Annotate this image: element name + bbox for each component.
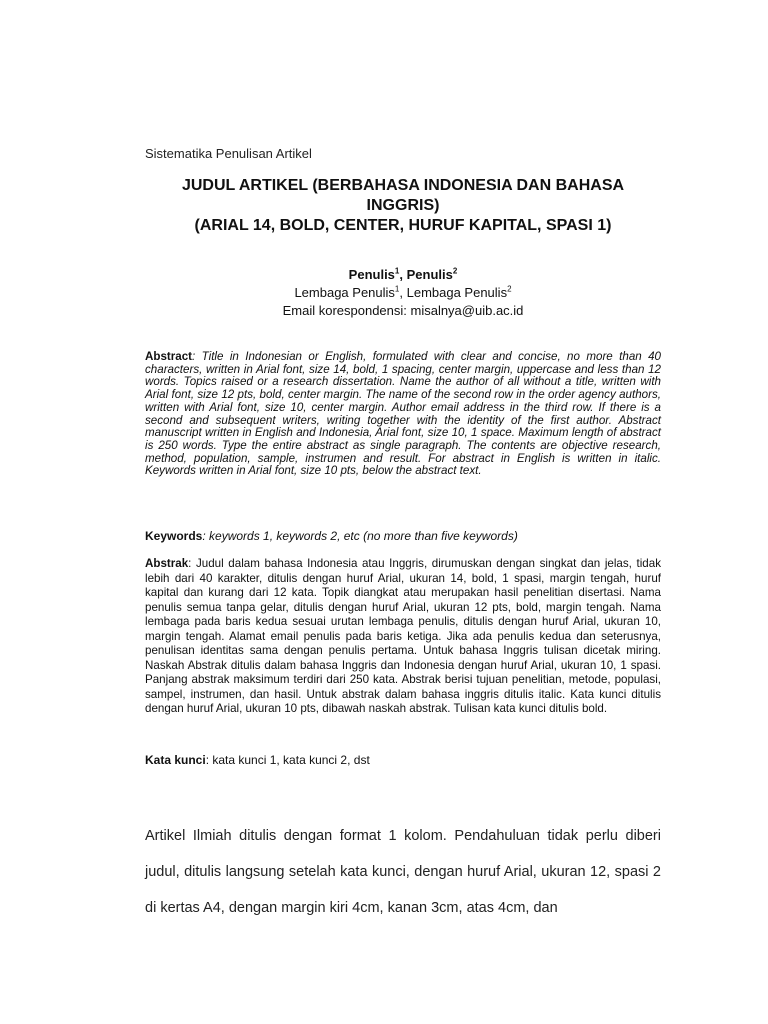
article-title bbox=[145, 176, 661, 236]
author-1: Penulis bbox=[348, 267, 395, 282]
title-line-1: JUDUL ARTIKEL (BERBAHASA INDONESIA DAN BAHASA bbox=[181, 177, 625, 194]
abstract-english-label: Abstract bbox=[145, 350, 193, 363]
institution-1: Lembaga Penulis bbox=[294, 285, 395, 300]
institution-separator: , bbox=[399, 285, 407, 300]
author-1-sup: 1 bbox=[394, 266, 400, 276]
title-line-2: INGGRIS) bbox=[366, 197, 440, 214]
abstract-english-text: : Title in Indonesian or English, formulated with clear and concise, no more than 40 characters, written in Arial font, size 14, bold, 1 spacing, center margin, uppercase and less than 12 words. Topics raised or a research dissertation. Name the author of all without a title, written with Arial font, size 12 pts, bold, center margin. The name of the second row in the order agency authors, written with Arial font, size 10, center margin. Author email address in the third row. If there is a second and subsequent writers, writing together with the identity of the first author. Abstract manuscript written in English and Indonesia, Arial font, size 10, 1 space. Maximum length of abstract is 250 words. Type the entire abstract as single paragraph. The contents are objective research, method, population, sample, instrumen and result. For abstract in English is written in italic. Keywords written in Arial font, size 10 pts, below the abstract text. bbox=[145, 350, 661, 478]
keywords-english bbox=[145, 529, 661, 543]
keywords-english-label: Keywords bbox=[145, 529, 203, 543]
keywords-indonesian bbox=[145, 753, 661, 767]
author-names bbox=[145, 266, 661, 284]
title-line-3: (ARIAL 14, BOLD, CENTER, HURUF KAPITAL, SPASI 1) bbox=[194, 217, 612, 234]
keywords-indonesian-label: Kata kunci bbox=[145, 753, 206, 767]
institutions bbox=[145, 284, 661, 302]
institution-1-sup: 1 bbox=[394, 284, 400, 294]
abstract-english bbox=[145, 351, 661, 478]
author-2-sup: 2 bbox=[452, 266, 458, 276]
author-2: Penulis bbox=[406, 267, 453, 282]
institution-2: Lembaga Penulis bbox=[406, 285, 508, 300]
body-paragraph: Artikel Ilmiah ditulis dengan format 1 kolom. Pendahuluan tidak perlu diberi judul, ditulis langsung setelah kata kunci, dengan huruf Arial, ukuran 12, spasi 2 di kertas A4, dengan margin kiri 4cm, kanan 3cm, atas 4cm, dan bbox=[145, 828, 661, 916]
keywords-indonesian-text: : kata kunci 1, kata kunci 2, dst bbox=[205, 753, 370, 767]
author-separator: , bbox=[399, 267, 407, 282]
document-header-label: Sistematika Penulisan Artikel bbox=[145, 146, 312, 161]
authors-block bbox=[145, 266, 661, 320]
correspondence-email: Email korespondensi: misalnya@uib.ac.id bbox=[282, 303, 524, 318]
keywords-english-text: : keywords 1, keywords 2, etc (no more than five keywords) bbox=[202, 529, 518, 543]
abstract-indonesian bbox=[145, 557, 661, 717]
abstract-indonesian-label: Abstrak bbox=[145, 557, 189, 570]
institution-2-sup: 2 bbox=[507, 284, 512, 294]
abstract-indonesian-text: : Judul dalam bahasa Indonesia atau Inggris, dirumuskan dengan singkat dan jelas, tidak lebih dari 40 karakter, ditulis dengan huruf Arial, ukuran 14, bold, 1 spasi, margin tengah, huruf kapital dan kurang dari 12 kata. Topik diangkat atau merupakan hasil penelitian disertasi. Nama penulis semua tanpa gelar, ditulis dengan huruf Arial, ukuran 12 pts, bold, margin tengah. Nama lembaga pada baris kedua sesuai urutan lembaga penulis, ditulis dengan huruf Arial, ukuran 10, margin tengah. Alamat email penulis pada baris ketiga. Jika ada penulis kedua dan seterusnya, penulisan identitas sama dengan penulis pertama. Untuk bahasa Inggris tulisan dicetak miring. Naskah Abstrak ditulis dalam bahasa Inggris dan Indonesia dengan huruf Arial, ukuran 10, 1 spasi. Panjang abstrak maksimum terdiri dari 250 kata. Abstrak berisi tujuan penelitian, metode, populasi, sampel, instrumen, dan hasil. Untuk abstrak dalam bahasa inggris ditulis italic. Kata kunci ditulis dengan huruf Arial, ukuran 10 pts, dibawah naskah abstrak. Tulisan kata kunci ditulis bold. bbox=[145, 557, 661, 715]
